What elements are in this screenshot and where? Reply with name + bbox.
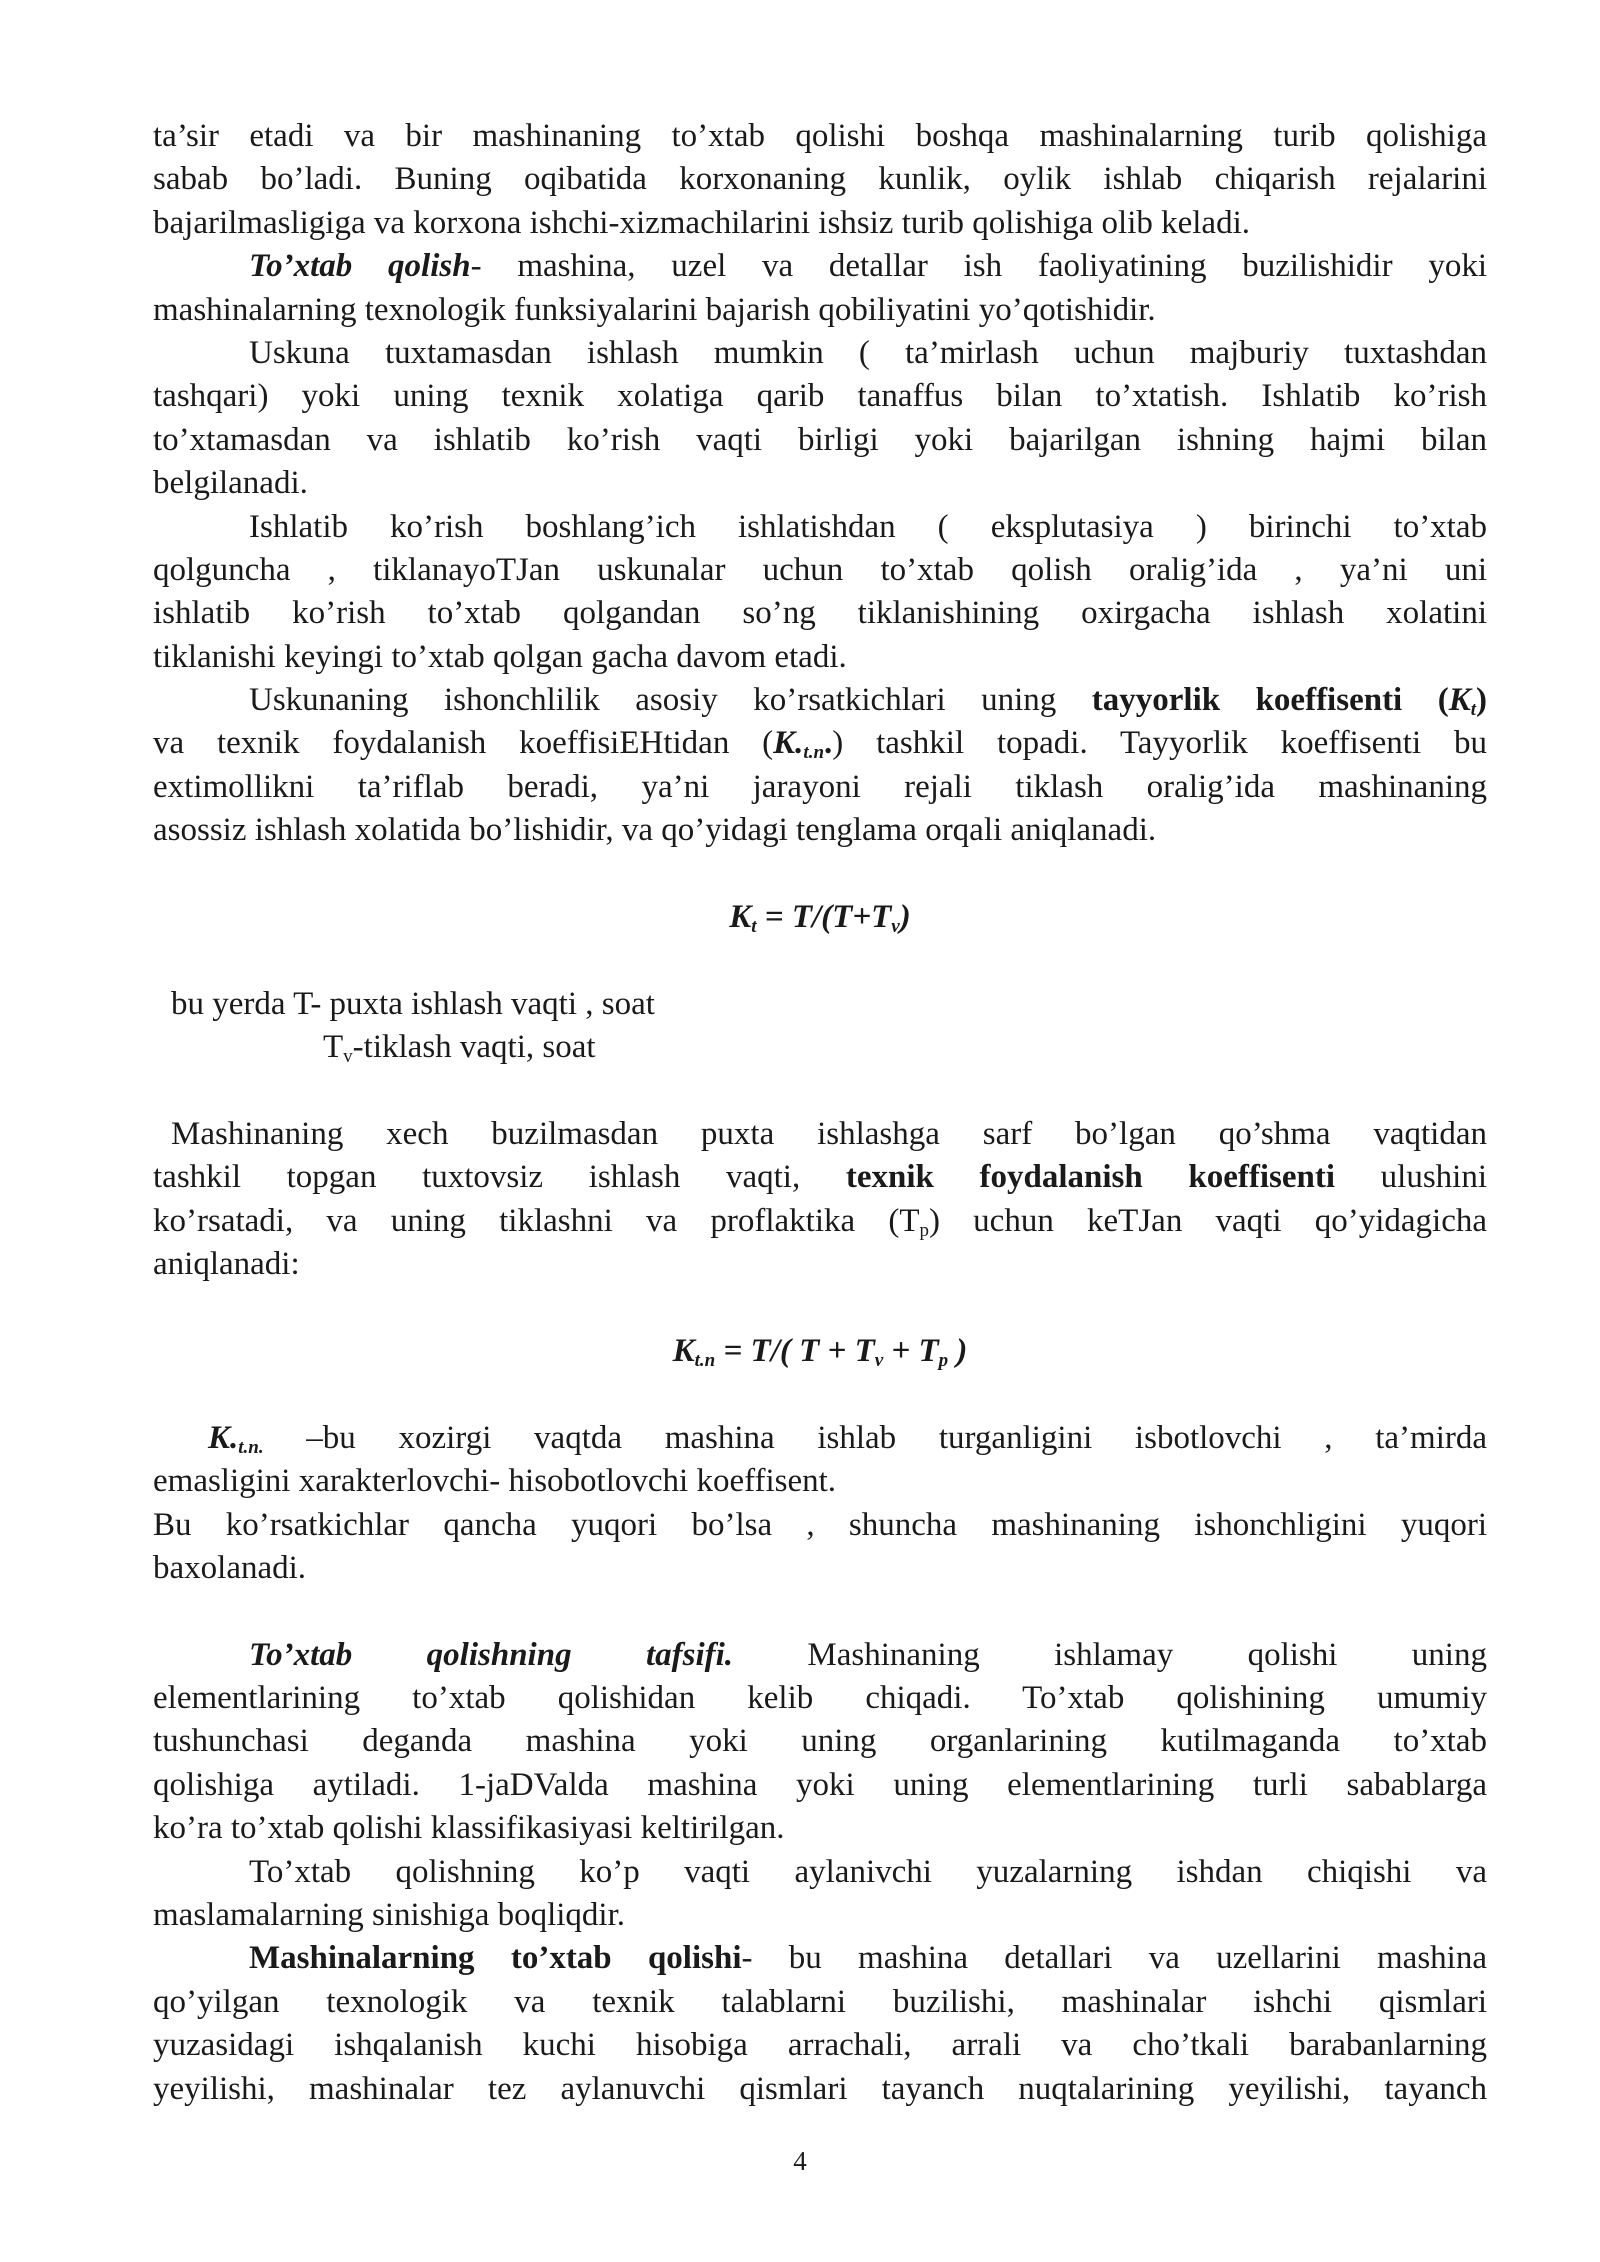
formula-ktn (153, 1330, 1487, 1373)
text-line (153, 1026, 1487, 1069)
text-line: belgilanadi. (153, 465, 308, 502)
text-line: qolishiga aytiladi. 1-jaDValda mashina yoki uning elementlarining turli sabablarga (153, 1766, 1487, 1803)
text-span: - mashina, uzel va detallar ish faoliyatining buzilishidir yoki (470, 248, 1487, 285)
text-line (153, 679, 1487, 722)
text-line: bajarilmasligiga va korxona ishchi-xizmachilarini ishsiz turib qolishiga olib keladi. (153, 204, 1250, 241)
text-span: va texnik foydalanish koeffisiEHtidan ( (153, 725, 774, 762)
subscript: t (1470, 699, 1476, 721)
text-span: ) (948, 1332, 968, 1369)
text-line: asossiz ishlash xolatida bo’lishidir, va qo’yidagi tenglama orqali aniqlanadi. (153, 812, 1157, 849)
text-line: Uskuna tuxtamasdan ishlash mumkin ( ta’mirlash uchun majburiy tuxtashdan (249, 334, 1487, 371)
text-line: yuzasidagi ishqalanish kuchi hisobiga arrachali, arrali va cho’tkali barabanlarning (153, 2027, 1487, 2064)
text-line: mashinalarning texnologik funksiyalarini bajarish qobiliyatini yo’qotishidir. (153, 291, 1156, 328)
paragraph-4 (153, 506, 1487, 680)
text-line: tiklanishi keyingi to’xtab qolgan gacha davom etadi. (153, 638, 847, 675)
paragraph-10 (153, 1937, 1487, 2111)
subscript: t.n. (238, 1436, 264, 1458)
text-span: = T/(T+T (756, 899, 892, 936)
text-line (153, 1937, 1487, 1980)
text-span: + T (883, 1332, 939, 1369)
text-line: sabab bo’ladi. Buning oqibatida korxonaning kunlik, oylik ishlab chiqarish rejalarini (153, 161, 1487, 198)
text-span: ) (899, 899, 911, 936)
text-line: To’xtab qolishning ko’p vaqti aylanivchi yuzalarning ishdan chiqishi va (249, 1853, 1487, 1890)
text-span: - bu mashina detallari va uzellarini mashina (741, 1940, 1487, 1977)
text-line: ta’sir etadi va bir mashinaning to’xtab qolishi boshqa mashinalarning turib qolishiga (153, 118, 1487, 154)
term-toxtab-qolish: To’xtab qolish (249, 248, 471, 285)
text-line: tashqari) yoki uning texnik xolatiga qarib tanaffus bilan to’xtatish. Ishlatib ko’rish (153, 378, 1487, 415)
text-line: emasligini xarakterlovchi- hisobotlovchi koeffisent. (153, 1463, 837, 1500)
text-span: ulushini (1335, 1159, 1487, 1196)
spacer (153, 1373, 1487, 1416)
paragraph-definition (153, 245, 1487, 332)
symbol-k: K. (208, 1419, 239, 1456)
text-span: Mashinaning ishlamay qolishi uning (733, 1636, 1487, 1673)
text-line: baxolanadi. (153, 1549, 307, 1586)
symbol-k: K. (773, 725, 804, 762)
text-span: -tiklash vaqti, soat (352, 1029, 596, 1066)
text-span: tashkil topgan tuxtovsiz ishlash vaqti, (153, 1159, 846, 1196)
paragraph-5 (153, 679, 1487, 853)
symbol-k: K (1448, 682, 1471, 719)
spacer (153, 1287, 1487, 1330)
text-span: . (824, 725, 833, 762)
text-line: Ishlatib ko’rish boshlang’ich ishlatishdan ( eksplutasiya ) birinchi to’xtab (249, 508, 1487, 545)
formula-kt (153, 896, 1487, 939)
document-page (153, 115, 1487, 2111)
text-span: T (323, 1029, 344, 1066)
spacer (153, 853, 1487, 896)
paragraph-1 (153, 115, 1487, 245)
text-line (153, 1200, 1487, 1243)
term-mashinalarning-toxtab-qolishi: Mashinalarning to’xtab qolishi (249, 1940, 742, 1977)
text-line: maslamalarning sinishiga boqliqdir. (153, 1897, 626, 1934)
text-line (153, 722, 1487, 765)
spacer (153, 1590, 1487, 1633)
subscript: p (919, 1219, 929, 1241)
text-line: to’xtamasdan va ishlatib ko’rish vaqti birligi yoki bajarilgan ishning hajmi bilan (153, 421, 1487, 458)
paragraph-9 (153, 1851, 1487, 1938)
text-line: ishlatib ko’rish to’xtab qolgandan so’ng tiklanishining oxirgacha ishlash xolatini (153, 595, 1487, 632)
text-line: Mashinaning xech buzilmasdan puxta ishlashga sarf bo’lgan qo’shma vaqtidan (171, 1115, 1487, 1152)
text-span: ) tashkil topadi. Tayyorlik koeffisenti bu (832, 725, 1487, 762)
symbol-k: K (672, 1332, 695, 1369)
paragraph-7 (153, 1417, 1487, 1591)
text-span: Uskunaning ishonchlilik asosiy ko’rsatkichlari uning (249, 682, 1092, 719)
text-line: Bu ko’rsatkichlar qancha yuqori bo’lsa , shuncha mashinaning ishonchligini yuqori (153, 1506, 1487, 1543)
text-line (153, 245, 1487, 288)
text-line: bu yerda T- puxta ishlash vaqti , soat (171, 985, 655, 1022)
text-line: elementlarining to’xtab qolishidan kelib chiqadi. To’xtab qolishining umumiy (153, 1680, 1487, 1717)
term-tayyorlik: tayyorlik koeffisenti ( (1091, 682, 1449, 719)
subscript: v (343, 1046, 353, 1068)
subscript: t (751, 916, 757, 938)
page-number: 4 (793, 2146, 807, 2176)
symbol-k: K (729, 899, 752, 936)
text-span: = T/( T + T (715, 1332, 875, 1369)
text-line (153, 1634, 1487, 1677)
text-line: tushunchasi deganda mashina yoki uning organlarining kutilmaganda to’xtab (153, 1723, 1487, 1760)
subscript: p (938, 1349, 949, 1371)
subscript: v (874, 1349, 884, 1371)
text-line: ko’ra to’xtab qolishi klassifikasiyasi keltirilgan. (153, 1810, 785, 1847)
text-line: qo’yilgan texnologik va texnik talablarni buzilishi, mashinalar ishchi qismlari (153, 1983, 1487, 2020)
paragraph-3 (153, 332, 1487, 506)
text-span: ) (1476, 682, 1487, 719)
text-line: extimollikni ta’riflab beradi, ya’ni jarayoni rejali tiklash oralig’ida mashinaning (153, 768, 1487, 805)
text-span: ) uchun keTJan vaqti qo’yidagicha (928, 1202, 1487, 1239)
text-line: qolguncha , tiklanayoTJan uskunalar uchun to’xtab qolish oralig’ida , ya’ni uni (153, 551, 1487, 588)
where-clause (153, 983, 1487, 1070)
spacer (153, 1070, 1487, 1113)
subscript: t.n (803, 742, 825, 764)
text-line: yeyilishi, mashinalar tez aylanuvchi qismlari tayanch nuqtalarining yeyilishi, tayanch (153, 2070, 1487, 2107)
text-span: –bu xozirgi vaqtda mashina ishlab turganligini isbotlovchi , ta’mirda (263, 1419, 1487, 1456)
text-line (153, 1417, 1487, 1460)
spacer (153, 939, 1487, 982)
paragraph-6 (153, 1113, 1487, 1287)
text-line (153, 1156, 1487, 1199)
text-line: aniqlanadi: (153, 1246, 300, 1283)
subscript: t.n (694, 1349, 716, 1371)
term-toxtab-qolishning-tafsifi: To’xtab qolishning tafsifi. (249, 1636, 734, 1673)
paragraph-8 (153, 1634, 1487, 1851)
term-texnik-foydalanish: texnik foydalanish koeffisenti (845, 1159, 1336, 1196)
subscript: v (891, 916, 900, 938)
text-span: ko’rsatadi, va uning tiklashni va proflaktika (T (153, 1202, 920, 1239)
